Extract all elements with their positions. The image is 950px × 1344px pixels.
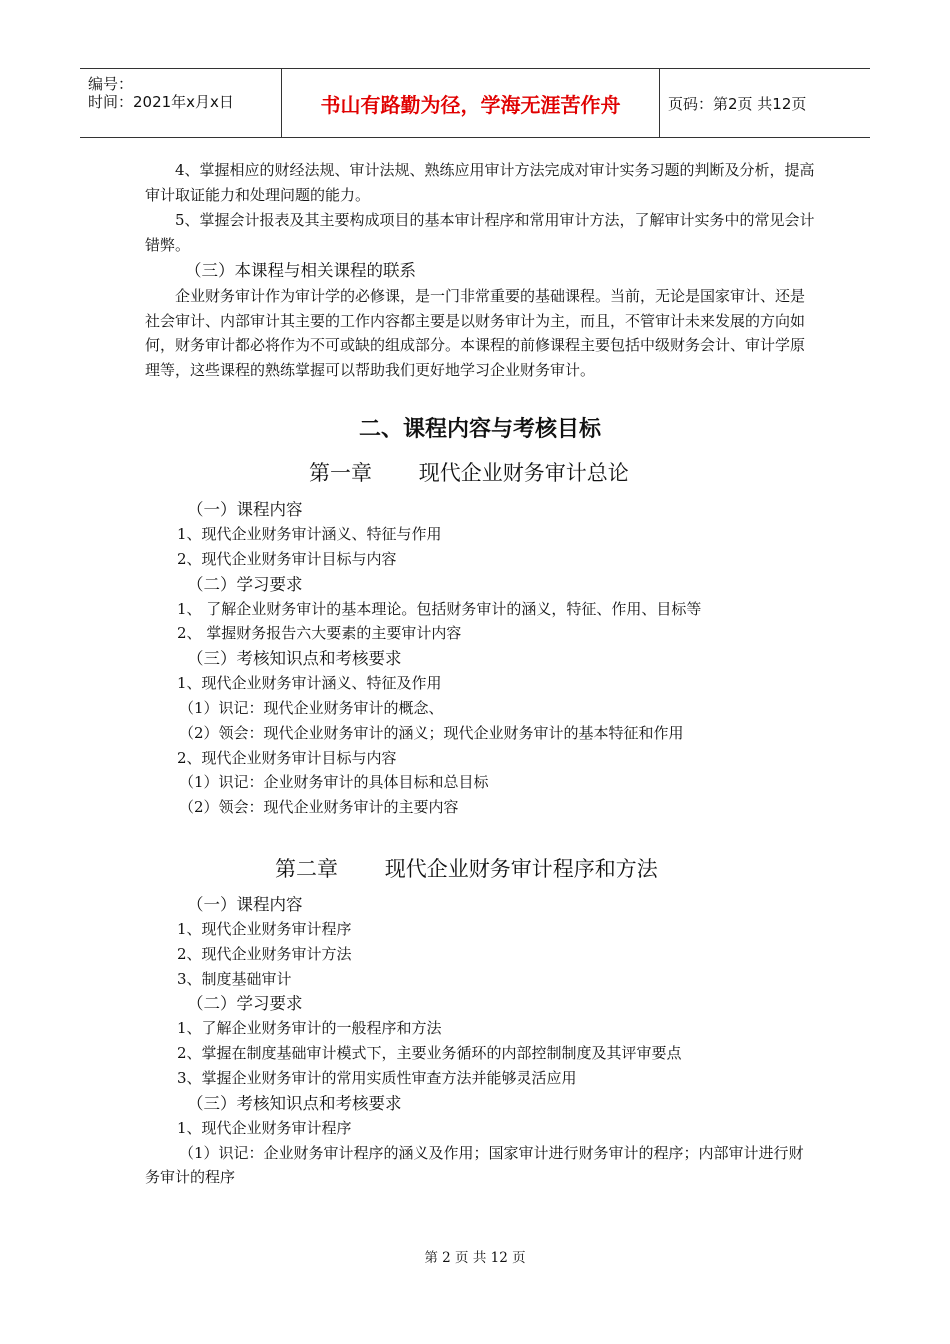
motto-text: 书山有路勤为径，学海无涯苦作舟: [320, 92, 621, 117]
section3-title: （三）本课程与相关课程的联系: [185, 261, 416, 280]
ch1-exam-item: （2）领会：现代企业财务审计的涵义；现代企业财务审计的基本特征和作用: [179, 723, 684, 742]
ch2-content-item: 2、现代企业财务审计方法: [177, 944, 352, 963]
ch2-req-item: 2、掌握在制度基础审计模式下，主要业务循环的内部控制制度及其评审要点: [177, 1044, 682, 1063]
ch1-exam-item: （2）领会：现代企业财务审计的主要内容: [179, 798, 459, 817]
chapter2-title: 第二章 现代企业财务审计程序和方法: [275, 856, 658, 881]
ch2-req-item: 1、了解企业财务审计的一般程序和方法: [177, 1019, 442, 1038]
ch1-content-item: 2、现代企业财务审计目标与内容: [177, 549, 397, 568]
intro-item-5: 5、掌握会计报表及其主要构成项目的基本审计程序和常用审计方法，了解审计实务中的常见会计错弊。: [145, 211, 815, 254]
document-body: [145, 158, 815, 1190]
ch2-content-title: （一）课程内容: [187, 894, 303, 914]
ch1-exam-item: 2、现代企业财务审计目标与内容: [177, 748, 397, 767]
header-meta: [80, 69, 282, 137]
ch1-req-item: 2、 掌握财务报告六大要素的主要审计内容: [177, 624, 462, 643]
chapter1-title: 第一章 现代企业财务审计总论: [309, 461, 629, 485]
ch2-content-item: 1、现代企业财务审计程序: [177, 919, 352, 938]
header-motto: [282, 69, 660, 137]
ch1-exam-item: （1）识记：现代企业财务审计的概念、: [179, 698, 444, 717]
section3-body: 企业财务审计作为审计学的必修课，是一门非常重要的基础课程。当前，无论是国家审计、还是社会审计、内部审计其主要的工作内容都主要是以财务审计为主，而且，不管审计未来发展的方向如何，财务审计都必将作为不可或缺的组成部分。本课程的前修课程主要包括中级财务会计、审计学原理等，这些课程的熟练掌握可以帮助我们更好地学习企业财务审计。: [145, 287, 806, 379]
footer-page-number: 第 2 页 共 12 页: [424, 1250, 526, 1266]
header-page-code: [660, 69, 870, 137]
ch2-exam-item: 1、现代企业财务审计程序: [177, 1118, 352, 1137]
page-code-text: 页码：第2页 共12页: [668, 94, 807, 113]
ch2-content-item: 3、制度基础审计: [177, 969, 292, 988]
ch2-exam-item: （1）识记：企业财务审计程序的涵义及作用；国家审计进行财务审计的程序；内部审计进行财务审计的程序: [145, 1143, 804, 1187]
intro-item-4: 4、掌握相应的财经法规、审计法规、熟练应用审计方法完成对审计实务习题的判断及分析，提高审计取证能力和处理问题的能力。: [145, 161, 815, 204]
ch1-exam-item: （1）识记：企业财务审计的具体目标和总目标: [179, 773, 489, 792]
ch2-exam-title: （三）考核知识点和考核要求: [187, 1093, 402, 1113]
number-label: 编号：: [88, 75, 134, 93]
page-footer: [0, 1246, 950, 1266]
ch2-req-item: 3、掌握企业财务审计的常用实质性审查方法并能够灵活应用: [177, 1068, 577, 1087]
time-label: 时间：2021年x月x日: [88, 93, 234, 111]
page-header: [80, 68, 870, 138]
ch1-content-title: （一）课程内容: [187, 500, 303, 519]
ch1-exam-title: （三）考核知识点和考核要求: [187, 649, 402, 669]
part2-title: 二、课程内容与考核目标: [358, 417, 601, 442]
ch1-req-item: 1、 了解企业财务审计的基本理论。包括财务审计的涵义，特征、作用、目标等: [177, 599, 702, 618]
ch1-req-title: （二）学习要求: [187, 574, 303, 594]
ch1-content-item: 1、现代企业财务审计涵义、特征与作用: [177, 525, 442, 543]
ch1-exam-item: 1、现代企业财务审计涵义、特征及作用: [177, 674, 442, 693]
ch2-req-title: （二）学习要求: [187, 994, 303, 1014]
